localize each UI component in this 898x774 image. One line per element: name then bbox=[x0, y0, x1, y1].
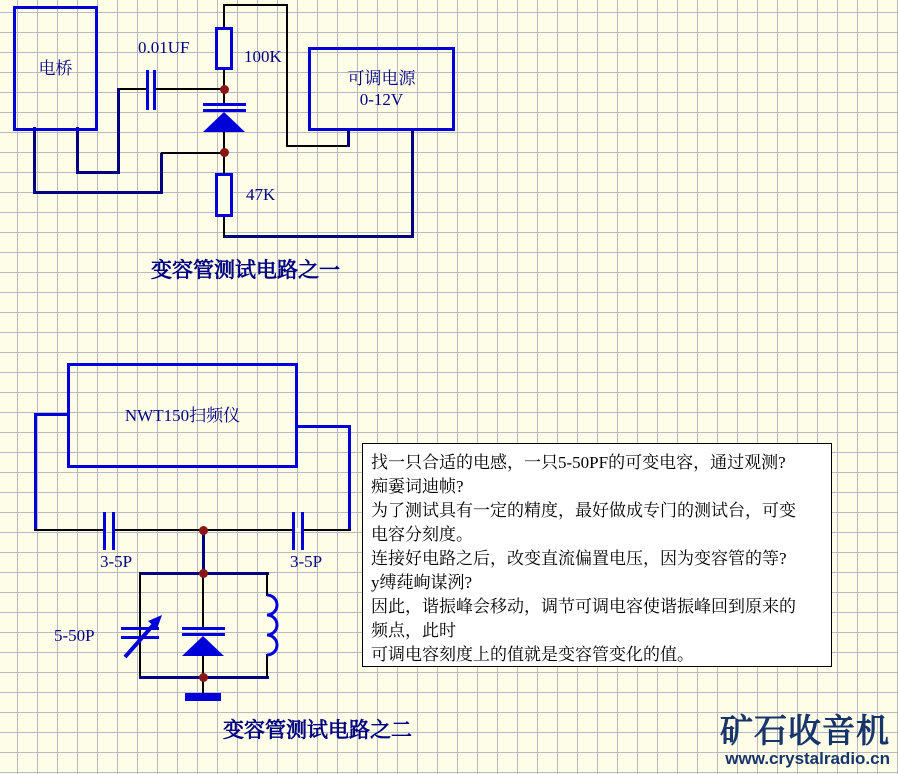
wire-segment bbox=[286, 4, 288, 147]
junction-dot bbox=[220, 148, 229, 157]
notes-line: y缚莼峋谋洌? bbox=[371, 573, 473, 592]
wire-segment bbox=[223, 216, 225, 237]
watermark-site-url: www.crystalradio.cn bbox=[725, 749, 890, 768]
right-cap-plate bbox=[292, 512, 295, 550]
wire-segment bbox=[348, 425, 351, 531]
varactor-plate bbox=[182, 627, 225, 630]
variable-cap-arrow-icon bbox=[116, 608, 170, 664]
circuit2-title: 变容管测试电路之二 bbox=[223, 718, 412, 742]
circuit1-title: 变容管测试电路之一 bbox=[151, 258, 340, 282]
varactor-diode-icon bbox=[182, 636, 224, 656]
watermark-site-name: 矿石收音机 bbox=[720, 712, 890, 749]
watermark bbox=[720, 713, 890, 768]
notes-line: 频点，此时 bbox=[371, 621, 456, 640]
wire-segment bbox=[223, 235, 414, 238]
wire-segment bbox=[33, 127, 36, 194]
adjustable-power-box bbox=[308, 47, 455, 131]
sweep-analyzer-box bbox=[67, 363, 298, 468]
wire-segment bbox=[223, 4, 225, 28]
varactor-plate bbox=[203, 103, 246, 106]
varactor-diode-icon bbox=[203, 112, 245, 132]
notes-line: 可调电容刻度上的值就是变容管变化的值。 bbox=[371, 645, 694, 664]
sweep-analyzer-label: NWT150扫频仪 bbox=[124, 405, 241, 425]
junction-dot bbox=[199, 526, 208, 535]
coupling-cap-label: 0.01UF bbox=[138, 38, 190, 57]
inductor-icon bbox=[265, 594, 281, 658]
left-cap-label: 3-5P bbox=[100, 552, 133, 571]
wire-segment bbox=[117, 88, 120, 174]
resistor-47k-label: 47K bbox=[246, 185, 276, 204]
junction-dot bbox=[199, 569, 208, 578]
notes-line: 电容分刻度。 bbox=[371, 525, 473, 544]
wire-segment bbox=[34, 413, 67, 416]
right-cap-label: 3-5P bbox=[290, 552, 323, 571]
notes-line: 连接好电路之后，改变直流偏置电压，因为变容管的等? bbox=[371, 549, 787, 568]
power-label-line1: 可调电源 bbox=[347, 68, 416, 88]
notes-line: 找一只合适的电感，一只5-50PF的可变电容，通过观测? bbox=[371, 453, 786, 472]
wire-segment bbox=[34, 413, 37, 531]
notes-line: 为了测试具有一定的精度，最好做成专门的测试台，可变 bbox=[371, 501, 796, 520]
junction-dot bbox=[199, 673, 208, 682]
wire-segment bbox=[33, 191, 163, 194]
wire-segment bbox=[118, 88, 224, 90]
notes-text-block bbox=[362, 443, 832, 667]
coupling-capacitor-plate bbox=[146, 70, 149, 110]
right-cap-plate bbox=[301, 512, 304, 550]
variable-cap-label: 5-50P bbox=[54, 626, 95, 645]
resistor-47k bbox=[215, 173, 233, 217]
resistor-100k bbox=[215, 27, 233, 70]
left-cap-plate bbox=[112, 512, 115, 550]
power-label-line2: 0-12V bbox=[359, 90, 404, 109]
wire-segment bbox=[160, 153, 163, 194]
ground-icon bbox=[185, 693, 221, 701]
junction-dot bbox=[220, 85, 229, 94]
bridge-label: 电桥 bbox=[38, 58, 73, 78]
wire-segment bbox=[161, 152, 224, 154]
left-cap-plate bbox=[103, 512, 106, 550]
wire-segment bbox=[76, 171, 120, 174]
wire-segment bbox=[223, 4, 288, 6]
wire-segment bbox=[411, 128, 414, 238]
wire-segment bbox=[76, 127, 79, 173]
bridge-box bbox=[13, 6, 98, 131]
notes-line: 因此，谐振峰会移动，调节可调电容使谐振峰回到原来的 bbox=[371, 597, 796, 616]
wire-segment bbox=[295, 425, 351, 428]
coupling-capacitor-plate bbox=[153, 70, 156, 110]
wire-segment bbox=[266, 572, 268, 596]
resistor-100k-label: 100K bbox=[244, 47, 282, 66]
wire-segment bbox=[202, 572, 204, 628]
wire-segment bbox=[286, 145, 350, 147]
notes-line: 痴嫑词迪帧? bbox=[371, 477, 464, 496]
